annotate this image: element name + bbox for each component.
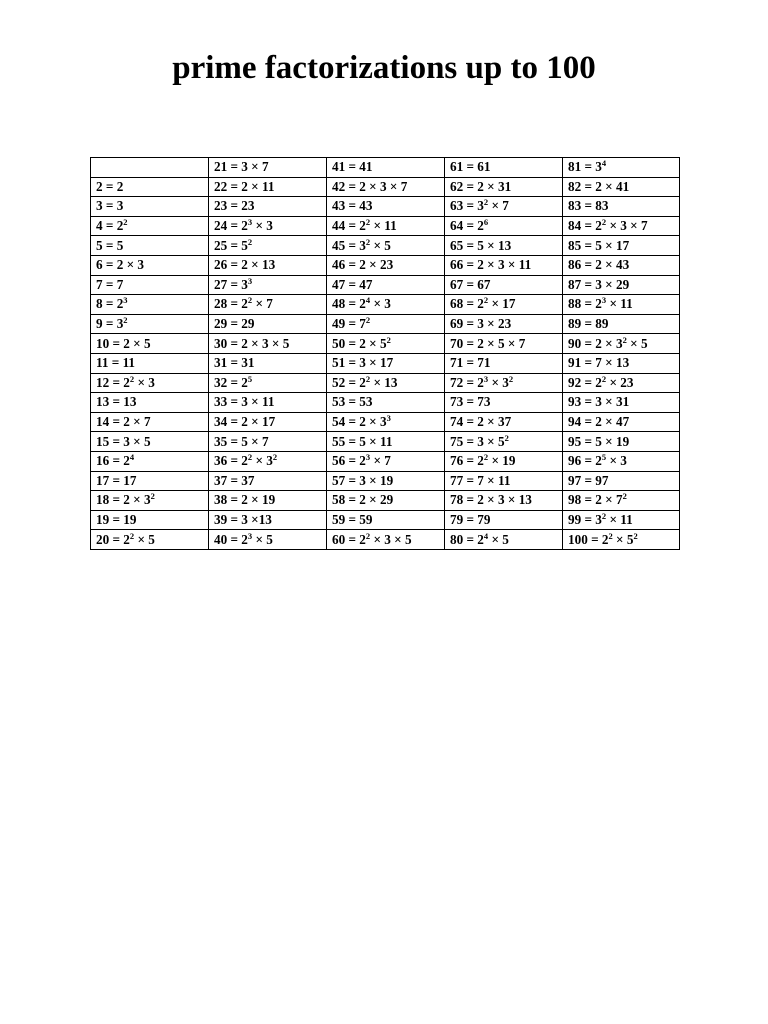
exponent: 6 <box>483 217 489 228</box>
table-row <box>91 393 680 413</box>
factorization-cell: 34 = 2 × 17 <box>209 412 327 432</box>
factorization-cell: 65 = 5 × 13 <box>445 236 563 256</box>
factorization-cell: 21 = 3 × 7 <box>209 158 327 178</box>
exponent: 2 <box>365 530 371 541</box>
factorization-cell: 3 = 3 <box>91 197 209 217</box>
exponent: 3 <box>247 530 253 541</box>
exponent: 4 <box>129 452 135 463</box>
factorization-cell: 61 = 61 <box>445 158 563 178</box>
exponent: 2 <box>272 452 278 463</box>
factorization-cell: $18 = 2 \times 3^2$ <box>91 491 209 511</box>
factorization-cell: 77 = 7 × 11 <box>445 471 563 491</box>
exponent: 3 <box>247 217 253 228</box>
table-row <box>91 177 680 197</box>
factorization-cell: 79 = 79 <box>445 510 563 530</box>
exponent: 5 <box>601 452 607 463</box>
factorization-cell: $48 = 2^4 \times 3$ <box>327 295 445 315</box>
factorization-cell: $98 = 2 \times 7^2$ <box>563 491 680 511</box>
factorization-cell: $54 = 2 \times 3^3$ <box>327 412 445 432</box>
factorization-cell: 58 = 2 × 29 <box>327 491 445 511</box>
exponent: 2 <box>622 491 627 502</box>
exponent: 2 <box>123 315 128 326</box>
exponent: 2 <box>601 373 607 384</box>
factorization-cell: 71 = 71 <box>445 353 563 373</box>
factorization-cell: $63 = 3^2 \times 7$ <box>445 197 563 217</box>
exponent: 2 <box>247 236 253 247</box>
exponent: 2 <box>483 295 489 306</box>
factorization-cell: $12 = 2^2 \times 3$ <box>91 373 209 393</box>
factorization-cell: 10 = 2 × 5 <box>91 334 209 354</box>
factorization-cell: 22 = 2 × 11 <box>209 177 327 197</box>
factorization-cell: $88 = 2^3 \times 11$ <box>563 295 680 315</box>
factorization-cell: $9 = 3^2$ <box>91 314 209 334</box>
table-row <box>91 334 680 354</box>
table-row <box>91 314 680 334</box>
factorization-cell: $49 = 7^2$ <box>327 314 445 334</box>
exponent: 2 <box>129 373 135 384</box>
exponent: 2 <box>608 530 613 541</box>
factorization-cell: 66 = 2 × 3 × 11 <box>445 255 563 275</box>
factorization-cell: 19 = 19 <box>91 510 209 530</box>
exponent: 3 <box>247 275 253 286</box>
exponent: 2 <box>365 236 371 247</box>
factorization-cell: 7 = 7 <box>91 275 209 295</box>
factorization-cell: 15 = 3 × 5 <box>91 432 209 452</box>
factorization-cell: 83 = 83 <box>563 197 680 217</box>
factorization-cell: 70 = 2 × 5 × 7 <box>445 334 563 354</box>
factorization-cell: $99 = 3^2 \times 11$ <box>563 510 680 530</box>
exponent: 2 <box>123 217 128 228</box>
table-row <box>91 510 680 530</box>
factorization-cell: 39 = 3 ×13 <box>209 510 327 530</box>
factorization-cell: 51 = 3 × 17 <box>327 353 445 373</box>
factorization-cell: $90 = 2 \times 3^2 \times 5$ <box>563 334 680 354</box>
factorization-cell <box>91 158 209 178</box>
factorization-cell: $28 = 2^2 \times 7$ <box>209 295 327 315</box>
factorization-cell: 87 = 3 × 29 <box>563 275 680 295</box>
factorization-cell: $16 = 2^4$ <box>91 451 209 471</box>
exponent: 4 <box>365 295 371 306</box>
factorization-cell: 26 = 2 × 13 <box>209 255 327 275</box>
factorization-cell: $64 = 2^6$ <box>445 216 563 236</box>
factorization-cell: 82 = 2 × 41 <box>563 177 680 197</box>
factorization-cell: 2 = 2 <box>91 177 209 197</box>
factorization-cell: $92 = 2^2 \times 23$ <box>563 373 680 393</box>
exponent: 2 <box>365 217 371 228</box>
exponent: 2 <box>483 452 489 463</box>
table-row <box>91 216 680 236</box>
factorization-cell: 89 = 89 <box>563 314 680 334</box>
exponent: 2 <box>386 334 391 345</box>
factorization-cell: 53 = 53 <box>327 393 445 413</box>
factorization-cell: $56 = 2^3 \times 7$ <box>327 451 445 471</box>
factorization-cell: 33 = 3 × 11 <box>209 393 327 413</box>
factorization-cell: $40 = 2^3 \times 5$ <box>209 530 327 550</box>
factorization-cell: $27 = 3^3$ <box>209 275 327 295</box>
factorization-cell: 57 = 3 × 19 <box>327 471 445 491</box>
table-row <box>91 491 680 511</box>
factorization-cell: 37 = 37 <box>209 471 327 491</box>
factorization-cell: 13 = 13 <box>91 393 209 413</box>
exponent: 3 <box>483 373 489 384</box>
exponent: 2 <box>365 315 371 326</box>
factorization-cell: $68 = 2^2 \times 17$ <box>445 295 563 315</box>
factorization-table <box>90 157 680 550</box>
factorization-cell: 41 = 41 <box>327 158 445 178</box>
factorization-cell: $4 = 2^2$ <box>91 216 209 236</box>
factorization-cell: $96 = 2^5 \times 3$ <box>563 451 680 471</box>
page-title: prime factorizations up to 100 <box>172 50 596 86</box>
factorization-cell: $100 = 2^2 \times 5^2$ <box>563 530 680 550</box>
factorization-cell: 43 = 43 <box>327 197 445 217</box>
exponent: 2 <box>601 510 607 521</box>
table-row <box>91 275 680 295</box>
factorization-cell: 55 = 5 × 11 <box>327 432 445 452</box>
factorization-cell: $75 = 3 \times 5^2$ <box>445 432 563 452</box>
exponent: 3 <box>365 452 371 463</box>
table-row <box>91 197 680 217</box>
factorization-cell: 47 = 47 <box>327 275 445 295</box>
factorization-cell: 91 = 7 × 13 <box>563 353 680 373</box>
factorization-cell: 94 = 2 × 47 <box>563 412 680 432</box>
factorization-cell: $44 = 2^2 \times 11$ <box>327 216 445 236</box>
factorization-cell: $72 = 2^3 \times 3^2$ <box>445 373 563 393</box>
factorization-cell: $45 = 3^2 \times 5$ <box>327 236 445 256</box>
exponent: 3 <box>386 413 391 424</box>
factorization-cell: 86 = 2 × 43 <box>563 255 680 275</box>
exponent: 2 <box>365 373 371 384</box>
table-row <box>91 236 680 256</box>
factorization-cell: 23 = 23 <box>209 197 327 217</box>
exponent: 3 <box>601 295 607 306</box>
factorization-cell: 62 = 2 × 31 <box>445 177 563 197</box>
factorization-cell: 97 = 97 <box>563 471 680 491</box>
exponent: 2 <box>247 295 253 306</box>
factorization-cell: $36 = 2^2 \times 3^2$ <box>209 451 327 471</box>
factorization-cell: 74 = 2 × 37 <box>445 412 563 432</box>
table-row <box>91 530 680 550</box>
table-row <box>91 412 680 432</box>
exponent: 2 <box>483 197 489 208</box>
factorization-cell: $60 = 2^2 \times 3 \times 5$ <box>327 530 445 550</box>
factorization-cell: 93 = 3 × 31 <box>563 393 680 413</box>
factorization-cell: 5 = 5 <box>91 236 209 256</box>
factorization-cell: $25 = 5^2$ <box>209 236 327 256</box>
exponent: 5 <box>247 373 253 384</box>
factorization-cell: 17 = 17 <box>91 471 209 491</box>
exponent: 2 <box>150 491 155 502</box>
exponent: 2 <box>247 452 253 463</box>
exponent: 4 <box>601 158 607 169</box>
factorization-cell: $20 = 2^2 \times 5$ <box>91 530 209 550</box>
exponent: 2 <box>504 432 509 443</box>
factorization-cell: 38 = 2 × 19 <box>209 491 327 511</box>
table-row <box>91 471 680 491</box>
factorization-cell: $50 = 2 \times 5^2$ <box>327 334 445 354</box>
factorization-cell: 35 = 5 × 7 <box>209 432 327 452</box>
factorization-cell: 73 = 73 <box>445 393 563 413</box>
exponent: 2 <box>622 334 627 345</box>
factorization-cell: $8 = 2^3$ <box>91 295 209 315</box>
factorization-cell: 14 = 2 × 7 <box>91 412 209 432</box>
table-row <box>91 158 680 178</box>
factorization-cell: 69 = 3 × 23 <box>445 314 563 334</box>
exponent: 2 <box>129 530 135 541</box>
table-row <box>91 373 680 393</box>
factorization-cell: 11 = 11 <box>91 353 209 373</box>
table-row <box>91 451 680 471</box>
factorization-cell: $32 = 2^5$ <box>209 373 327 393</box>
factorization-cell: $76 = 2^2 \times 19$ <box>445 451 563 471</box>
factorization-cell: $84 = 2^2 \times 3 \times 7$ <box>563 216 680 236</box>
table-row <box>91 432 680 452</box>
exponent: 2 <box>633 530 638 541</box>
table-row <box>91 353 680 373</box>
table-row <box>91 295 680 315</box>
factorization-cell: 85 = 5 × 17 <box>563 236 680 256</box>
factorization-cell: 46 = 2 × 23 <box>327 255 445 275</box>
factorization-cell: 78 = 2 × 3 × 13 <box>445 491 563 511</box>
factorization-cell: 67 = 67 <box>445 275 563 295</box>
table-row <box>91 255 680 275</box>
exponent: 2 <box>601 217 607 228</box>
exponent: 2 <box>508 373 514 384</box>
factorization-cell: $80 = 2^4 \times 5$ <box>445 530 563 550</box>
factorization-cell: $24 = 2^3 \times 3$ <box>209 216 327 236</box>
factorization-cell: 31 = 31 <box>209 353 327 373</box>
factorization-cell: 30 = 2 × 3 × 5 <box>209 334 327 354</box>
factorization-cell: 95 = 5 × 19 <box>563 432 680 452</box>
factorization-table-body <box>91 158 680 550</box>
factorization-cell: $52 = 2^2 \times 13$ <box>327 373 445 393</box>
factorization-cell: 29 = 29 <box>209 314 327 334</box>
factorization-cell: $81 = 3^4$ <box>563 158 680 178</box>
exponent: 3 <box>123 295 128 306</box>
exponent: 4 <box>483 530 489 541</box>
factorization-cell: 59 = 59 <box>327 510 445 530</box>
factorization-cell: 42 = 2 × 3 × 7 <box>327 177 445 197</box>
factorization-cell: 6 = 2 × 3 <box>91 255 209 275</box>
